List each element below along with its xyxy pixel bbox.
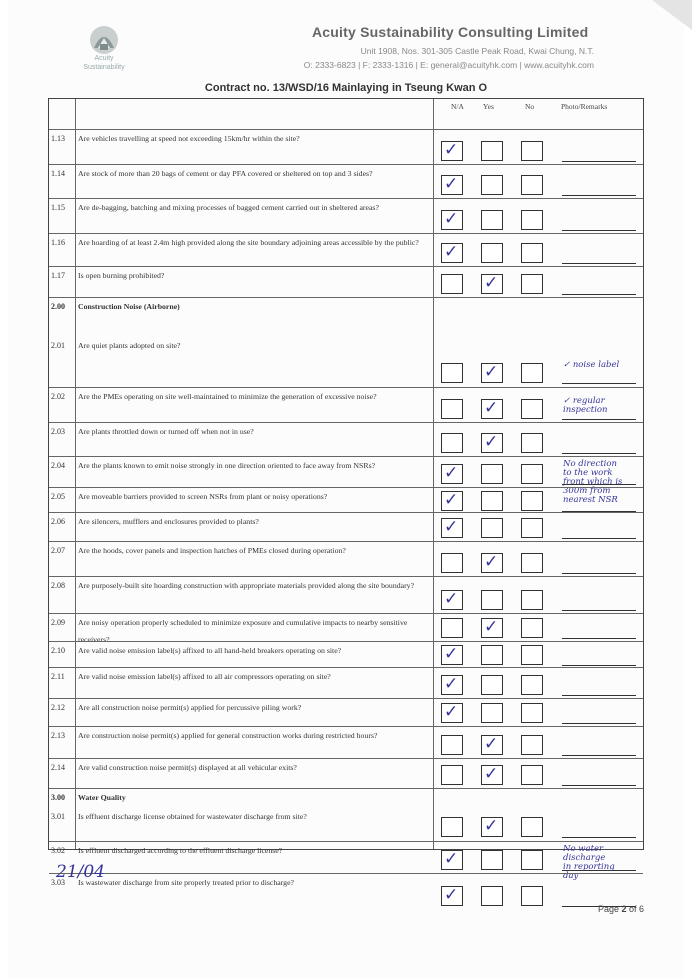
- checkbox-yes[interactable]: [481, 703, 503, 723]
- checkbox-yes[interactable]: [481, 518, 503, 538]
- table-row: [49, 422, 643, 456]
- table-row: [49, 698, 643, 726]
- checkbox-no[interactable]: [521, 243, 543, 263]
- handwritten-date: 21/04: [56, 862, 105, 882]
- remarks-line: [562, 538, 636, 539]
- question-text: Is open burning prohibited?: [78, 271, 165, 280]
- checkbox-na[interactable]: [441, 817, 463, 837]
- question-text: Are stock of more than 20 bags of cement or day PFA covered or sheltered on top and 3 sides?: [78, 169, 373, 178]
- check-mark-icon: ✓: [484, 273, 499, 293]
- checkbox-na[interactable]: [441, 553, 463, 573]
- question-text: Are the plants known to emit noise strongly in one direction oriented to face away from NSRs?: [78, 461, 376, 470]
- table-row: [49, 613, 643, 644]
- table-row: [49, 788, 643, 808]
- table-row: [49, 387, 643, 422]
- page-current: 2: [621, 904, 627, 914]
- check-mark-icon: ✓: [444, 517, 459, 537]
- checkbox-no[interactable]: [521, 817, 543, 837]
- header-remarks: Photo/Remarks: [561, 102, 608, 111]
- handwritten-remark: No water discharge in reporting day: [563, 844, 615, 881]
- checkbox-no[interactable]: [521, 175, 543, 195]
- question-text: Are construction noise permit(s) applied for general construction works during restricted hours?: [78, 731, 378, 740]
- check-mark-icon: ✓: [444, 589, 459, 609]
- checkbox-no[interactable]: [521, 618, 543, 638]
- checkbox-yes[interactable]: [481, 590, 503, 610]
- check-mark-icon: ✓: [444, 242, 459, 262]
- check-mark-icon: ✓: [484, 398, 499, 418]
- check-mark-icon: ✓: [484, 617, 499, 637]
- checkbox-yes[interactable]: [481, 850, 503, 870]
- checkbox-na[interactable]: [441, 765, 463, 785]
- check-mark-icon: ✓: [484, 734, 499, 754]
- checkbox-na[interactable]: [441, 433, 463, 453]
- header-na: N/A: [451, 102, 464, 111]
- checkbox-no[interactable]: [521, 645, 543, 665]
- check-mark-icon: ✓: [484, 764, 499, 784]
- question-text: Is effluent discharged according to the effluent discharge license?: [78, 846, 283, 855]
- section-heading: Water Quality: [78, 793, 126, 802]
- row-number: 2.02: [51, 392, 65, 401]
- table-row: [49, 873, 643, 909]
- checkbox-yes[interactable]: [481, 464, 503, 484]
- checkbox-no[interactable]: [521, 433, 543, 453]
- check-mark-icon: ✓: [484, 552, 499, 572]
- row-number: 3.01: [51, 812, 65, 821]
- table-row: [49, 808, 643, 841]
- table-row: [49, 487, 643, 512]
- row-number: 2.14: [51, 763, 65, 772]
- company-contact: O: 2333-6823 | F: 2333-1316 | E: general@acuityhk.com | www.acuityhk.com: [303, 60, 594, 70]
- remarks-line: [562, 755, 636, 756]
- question-text: Are valid noise emission label(s) affixed to all air compressors operating on site?: [78, 672, 331, 681]
- table-row: [49, 641, 643, 667]
- question-text: Are noisy operation properly scheduled to minimize exposure and cumulative impacts to nearby sensitive receivers?: [78, 618, 408, 644]
- question-text: Are silencers, mufflers and enclosures provided to plants?: [78, 517, 259, 526]
- row-number: 2.11: [51, 672, 65, 681]
- checkbox-no[interactable]: [521, 464, 543, 484]
- check-mark-icon: ✓: [444, 644, 459, 664]
- question-text: Are plants throttled down or turned off when not in use?: [78, 427, 254, 436]
- question-text: Are purposely-built site hoarding construction with appropriate materials provided along the site boundary?: [78, 581, 415, 590]
- handwritten-remark: ✓ regular inspection: [563, 396, 608, 415]
- header-no: No: [525, 102, 535, 111]
- row-number: 2.07: [51, 546, 65, 555]
- company-address: Unit 1908, Nos. 301-305 Castle Peak Road, Kwai Chung, N.T.: [360, 46, 594, 56]
- row-number: 2.06: [51, 517, 65, 526]
- remarks-line: [562, 230, 636, 231]
- remarks-line: [562, 610, 636, 611]
- handwritten-remark: ✓ noise label: [563, 360, 620, 370]
- row-number: 2.10: [51, 646, 65, 655]
- remarks-line: [562, 573, 636, 574]
- question-text: Are all construction noise permit(s) applied for percussive piling work?: [78, 703, 302, 712]
- checkbox-no[interactable]: [521, 675, 543, 695]
- remarks-line: [562, 665, 636, 666]
- check-mark-icon: ✓: [444, 174, 459, 194]
- question-text: Are de-bagging, batching and mixing processes of bagged cement carried out in sheltered areas?: [78, 203, 379, 212]
- check-mark-icon: ✓: [444, 209, 459, 229]
- check-mark-icon: ✓: [444, 140, 459, 160]
- checkbox-yes[interactable]: [481, 210, 503, 230]
- row-number: 2.01: [51, 341, 65, 350]
- logo-line1: Acuity: [94, 55, 114, 62]
- checkbox-na[interactable]: [441, 363, 463, 383]
- row-number: 1.17: [51, 271, 65, 280]
- row-number: 3.02: [51, 846, 65, 855]
- table-row: [49, 233, 643, 266]
- table-row: [49, 198, 643, 233]
- contract-title: Contract no. 13/WSD/16 Mainlaying in Tseung Kwan O: [204, 82, 488, 94]
- table-row: [49, 576, 643, 613]
- question-text: Is wastewater discharge from site properly treated prior to discharge?: [78, 878, 294, 887]
- page-suffix: of 6: [626, 904, 644, 914]
- remarks-line: [562, 837, 636, 838]
- remarks-line: [562, 638, 636, 639]
- check-mark-icon: ✓: [444, 849, 459, 869]
- table-row: [49, 129, 643, 164]
- checkbox-no[interactable]: [521, 274, 543, 294]
- remarks-line: [562, 695, 636, 696]
- row-number: 2.04: [51, 461, 65, 470]
- table-row: [49, 164, 643, 198]
- checkbox-na[interactable]: [441, 274, 463, 294]
- question-text: Are valid noise emission label(s) affixed to all hand-held breakers operating on site?: [78, 646, 342, 655]
- row-number: 2.00: [51, 302, 65, 311]
- row-number: 2.12: [51, 703, 65, 712]
- checkbox-no[interactable]: [521, 703, 543, 723]
- table-row: [49, 337, 643, 387]
- checkbox-no[interactable]: [521, 210, 543, 230]
- checkbox-no[interactable]: [521, 399, 543, 419]
- check-mark-icon: ✓: [484, 432, 499, 452]
- checkbox-na[interactable]: [441, 399, 463, 419]
- table-row: [49, 726, 643, 758]
- question-text: Are the hoods, cover panels and inspection hatches of PMEs closed during operation?: [78, 546, 346, 555]
- remarks-line: [562, 195, 636, 196]
- check-mark-icon: ✓: [444, 702, 459, 722]
- checkbox-na[interactable]: [441, 735, 463, 755]
- question-text: Are vehicles travelling at speed not exceeding 15km/hr within the site?: [78, 134, 300, 143]
- checkbox-no[interactable]: [521, 553, 543, 573]
- row-number: 3.00: [51, 793, 65, 802]
- page-number: [598, 904, 644, 914]
- table-row: [49, 297, 643, 337]
- check-mark-icon: ✓: [444, 885, 459, 905]
- checkbox-yes[interactable]: [481, 243, 503, 263]
- row-number: 1.16: [51, 238, 65, 247]
- remarks-line: [562, 161, 636, 162]
- logo-line2: Sustainability: [83, 64, 125, 71]
- remarks-line: [562, 785, 636, 786]
- question-text: Are quiet plants adopted on site?: [78, 341, 181, 350]
- checkbox-yes[interactable]: [481, 175, 503, 195]
- checkbox-no[interactable]: [521, 491, 543, 511]
- section-heading: Construction Noise (Airborne): [78, 302, 180, 311]
- question-text: Are valid construction noise permit(s) displayed at all vehicular exits?: [78, 763, 297, 772]
- row-number: 1.15: [51, 203, 65, 212]
- check-mark-icon: ✓: [444, 674, 459, 694]
- table-row: [49, 758, 643, 788]
- table-row: [49, 841, 643, 881]
- checkbox-yes[interactable]: [481, 645, 503, 665]
- remarks-line: [562, 453, 636, 454]
- company-name: Acuity Sustainability Consulting Limited: [312, 24, 589, 40]
- checkbox-yes[interactable]: [481, 141, 503, 161]
- checkbox-yes[interactable]: [481, 491, 503, 511]
- remarks-line: [562, 383, 636, 384]
- row-number: 2.05: [51, 492, 65, 501]
- row-number: 3.03: [51, 878, 65, 887]
- checkbox-no[interactable]: [521, 590, 543, 610]
- checkbox-no[interactable]: [521, 886, 543, 906]
- question-text: Is effluent discharge license obtained for wastewater discharge from site?: [78, 812, 307, 821]
- check-mark-icon: ✓: [484, 816, 499, 836]
- table-row: [49, 512, 643, 541]
- page-corner-fold: [632, 0, 692, 40]
- checkbox-no[interactable]: [521, 141, 543, 161]
- page-prefix: Page: [597, 904, 622, 914]
- check-mark-icon: ✓: [444, 463, 459, 483]
- row-number: 2.03: [51, 427, 65, 436]
- checkbox-yes[interactable]: [481, 886, 503, 906]
- remarks-line: [562, 723, 636, 724]
- question-text: Are the PMEs operating on site well-maintained to minimize the generation of excessive noise?: [78, 392, 377, 401]
- handwritten-remark: No direction to the work front which is 300m from nearest NSR: [563, 459, 623, 505]
- row-number: 1.13: [51, 134, 65, 143]
- checkbox-no[interactable]: [521, 363, 543, 383]
- table-row: [49, 667, 643, 698]
- checkbox-no[interactable]: [521, 735, 543, 755]
- checkbox-no[interactable]: [521, 518, 543, 538]
- row-number: 2.13: [51, 731, 65, 740]
- remarks-line: [562, 294, 636, 295]
- checkbox-yes[interactable]: [481, 675, 503, 695]
- row-number: 1.14: [51, 169, 65, 178]
- table-row: [49, 266, 643, 297]
- check-mark-icon: ✓: [444, 490, 459, 510]
- row-number: 2.08: [51, 581, 65, 590]
- row-number: 2.09: [51, 618, 65, 627]
- checkbox-no[interactable]: [521, 850, 543, 870]
- question-text: Are hoarding of at least 2.4m high provided along the site boundary adjoining areas accessible by the public?: [78, 238, 419, 247]
- remarks-line: [562, 263, 636, 264]
- remarks-line: [562, 419, 636, 420]
- checkbox-no[interactable]: [521, 765, 543, 785]
- checkbox-na[interactable]: [441, 618, 463, 638]
- check-mark-icon: ✓: [484, 362, 499, 382]
- question-text: Are moveable barriers provided to screen NSRs from plant or noisy operations?: [78, 492, 328, 501]
- header-yes: Yes: [483, 102, 494, 111]
- table-row: [49, 541, 643, 576]
